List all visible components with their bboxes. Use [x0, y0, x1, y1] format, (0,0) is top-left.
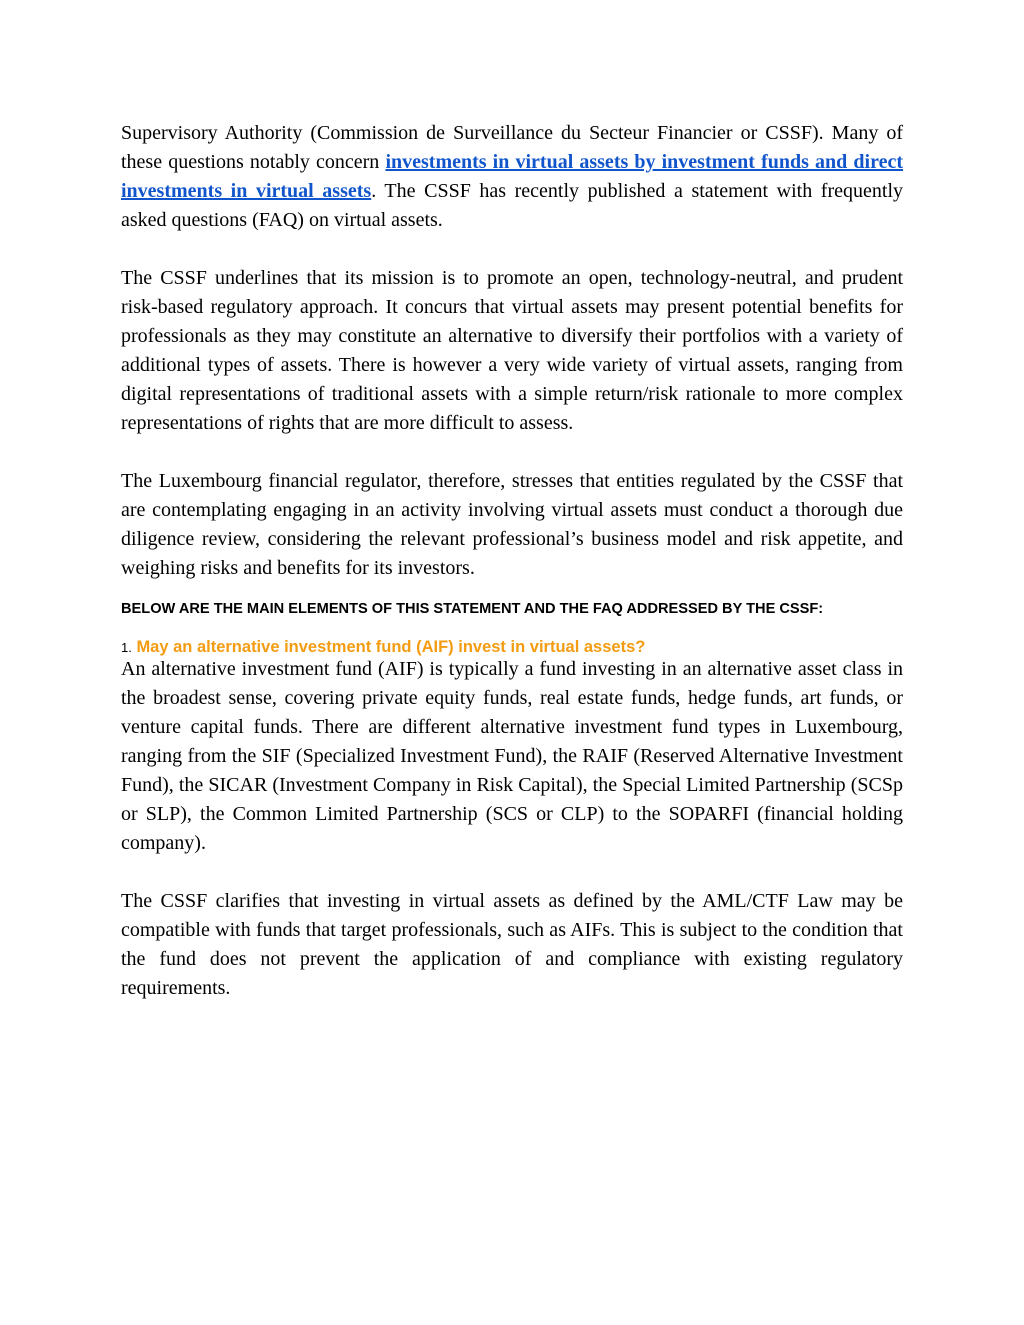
intro-paragraph: [121, 119, 903, 235]
section-heading: BELOW ARE THE MAIN ELEMENTS OF THIS STATEMENT AND THE FAQ ADDRESSED BY THE CSSF:: [121, 601, 824, 617]
question-answer-paragraph: An alternative investment fund (AIF) is typically a fund investing in an alternative asset class in the broadest sense, covering private equity funds, real estate funds, hedge funds, art funds, or venture capital funds. There are different alternative investment fund types in Luxembourg, ranging from the SIF (Specialized Investment Fund), the RAIF (Reserved Alternative Investment Fund), the SICAR (Investment Company in Risk Capital), the Special Limited Partnership (SCSp or SLP), the Common Limited Partnership (SCS or CLP) to the SOPARFI (financial holding company).: [121, 658, 903, 854]
cssf-mission-paragraph: The CSSF underlines that its mission is to promote an open, technology-neutral, and prudent risk-based regulatory approach. It concurs that virtual assets may present potential benefits for professionals as they may constitute an alternative to diversify their portfolios with a variety of additional types of assets. There is however a very wide variety of virtual assets, ranging from digital representations of traditional assets with a simple return/risk rationale to more complex representations of rights that are more difficult to assess.: [121, 267, 903, 434]
question-title: May an alternative investment fund (AIF) invest in virtual assets?: [136, 638, 646, 656]
intro-text-after: . The CSSF has recently published a statement with frequently asked questions (FAQ) on virtual assets.: [121, 180, 903, 231]
intro-text-before: Supervisory Authority (Commission de Surveillance du Secteur Financier or CSSF). Many of these questions notably concern: [121, 122, 903, 173]
due-diligence-paragraph: The Luxembourg financial regulator, therefore, stresses that entities regulated by the CSSF that are contemplating engaging in an activity involving virtual assets must conduct a thorough due diligence review, considering the relevant professional’s business model and risk appetite, and weighing risks and benefits for its investors.: [121, 470, 903, 579]
question-number: 1.: [121, 640, 132, 655]
question-answer-paragraph-2: The CSSF clarifies that investing in virtual assets as defined by the AML/CTF Law may be compatible with funds that target professionals, such as AIFs. This is subject to the condition that the fund does not prevent the application of and compliance with existing regulatory requirements.: [121, 890, 903, 999]
document-page: [121, 119, 903, 1032]
virtual-assets-investments-link[interactable]: investments in virtual assets by investment funds and direct investments in virtual assets: [121, 151, 903, 202]
